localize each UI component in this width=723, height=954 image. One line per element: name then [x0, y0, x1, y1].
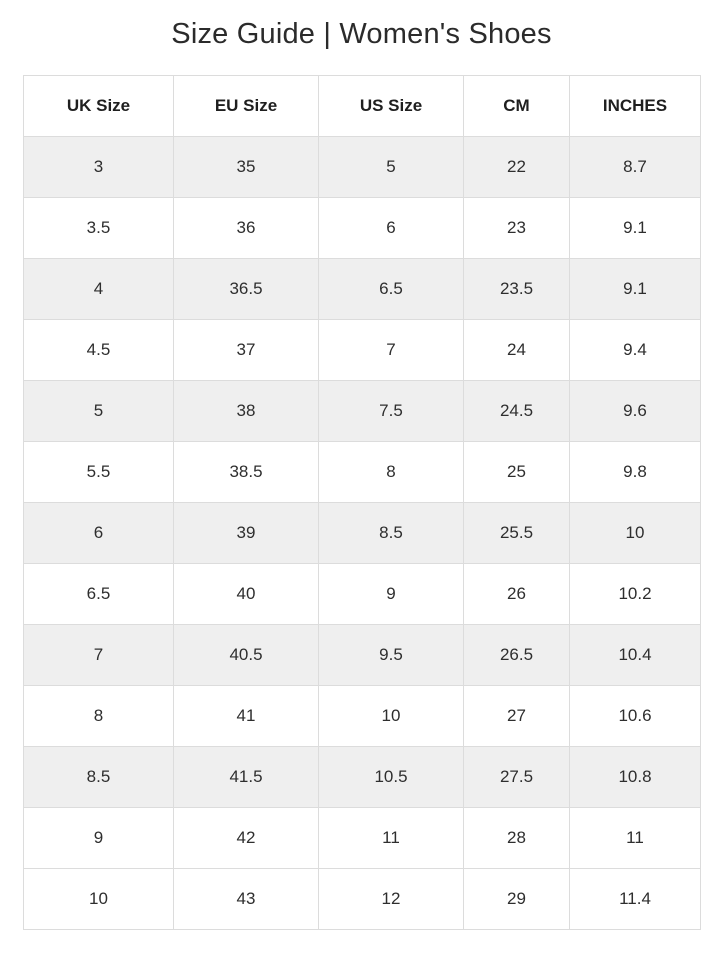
cell-cm: 27.5: [464, 746, 570, 807]
cell-cm: 27: [464, 685, 570, 746]
size-guide-table: [23, 75, 701, 930]
cell-uk-size: 8.5: [24, 746, 174, 807]
cell-cm: 25: [464, 441, 570, 502]
cell-us-size: 5: [319, 136, 464, 197]
table-row: [24, 807, 701, 868]
column-header-eu-size: EU Size: [174, 75, 319, 136]
cell-us-size: 6.5: [319, 258, 464, 319]
cell-us-size: 12: [319, 868, 464, 929]
cell-inches: 9.6: [570, 380, 701, 441]
cell-us-size: 8.5: [319, 502, 464, 563]
table-header-row: [24, 75, 701, 136]
cell-uk-size: 10: [24, 868, 174, 929]
table-row: [24, 319, 701, 380]
size-table-container: [23, 75, 700, 930]
cell-eu-size: 37: [174, 319, 319, 380]
cell-inches: 10.6: [570, 685, 701, 746]
cell-eu-size: 39: [174, 502, 319, 563]
cell-uk-size: 6.5: [24, 563, 174, 624]
page-title: Size Guide | Women's Shoes: [171, 18, 552, 50]
cell-uk-size: 4: [24, 258, 174, 319]
cell-eu-size: 38: [174, 380, 319, 441]
cell-cm: 24: [464, 319, 570, 380]
cell-cm: 23: [464, 197, 570, 258]
cell-cm: 26.5: [464, 624, 570, 685]
table-row: [24, 197, 701, 258]
cell-eu-size: 40.5: [174, 624, 319, 685]
cell-us-size: 9: [319, 563, 464, 624]
cell-uk-size: 5.5: [24, 441, 174, 502]
cell-eu-size: 43: [174, 868, 319, 929]
cell-uk-size: 3: [24, 136, 174, 197]
cell-inches: 10.8: [570, 746, 701, 807]
table-row: [24, 746, 701, 807]
cell-cm: 25.5: [464, 502, 570, 563]
table-row: [24, 380, 701, 441]
column-header-cm: CM: [464, 75, 570, 136]
cell-inches: 9.1: [570, 197, 701, 258]
cell-cm: 22: [464, 136, 570, 197]
cell-us-size: 11: [319, 807, 464, 868]
cell-cm: 29: [464, 868, 570, 929]
cell-inches: 9.8: [570, 441, 701, 502]
cell-us-size: 8: [319, 441, 464, 502]
cell-eu-size: 41.5: [174, 746, 319, 807]
cell-inches: 11.4: [570, 868, 701, 929]
cell-uk-size: 9: [24, 807, 174, 868]
table-body: [24, 136, 701, 929]
cell-us-size: 10: [319, 685, 464, 746]
cell-us-size: 6: [319, 197, 464, 258]
table-row: [24, 258, 701, 319]
cell-eu-size: 38.5: [174, 441, 319, 502]
cell-us-size: 10.5: [319, 746, 464, 807]
cell-inches: 10.4: [570, 624, 701, 685]
cell-inches: 8.7: [570, 136, 701, 197]
cell-uk-size: 5: [24, 380, 174, 441]
cell-cm: 23.5: [464, 258, 570, 319]
cell-cm: 26: [464, 563, 570, 624]
cell-inches: 10.2: [570, 563, 701, 624]
cell-inches: 9.1: [570, 258, 701, 319]
cell-inches: 10: [570, 502, 701, 563]
column-header-us-size: US Size: [319, 75, 464, 136]
table-header: [24, 75, 701, 136]
cell-eu-size: 41: [174, 685, 319, 746]
cell-eu-size: 36.5: [174, 258, 319, 319]
table-row: [24, 868, 701, 929]
cell-uk-size: 6: [24, 502, 174, 563]
cell-eu-size: 36: [174, 197, 319, 258]
table-row: [24, 563, 701, 624]
cell-inches: 11: [570, 807, 701, 868]
table-row: [24, 624, 701, 685]
cell-cm: 28: [464, 807, 570, 868]
cell-uk-size: 7: [24, 624, 174, 685]
cell-us-size: 7.5: [319, 380, 464, 441]
cell-us-size: 7: [319, 319, 464, 380]
cell-eu-size: 40: [174, 563, 319, 624]
cell-uk-size: 4.5: [24, 319, 174, 380]
cell-uk-size: 3.5: [24, 197, 174, 258]
table-row: [24, 136, 701, 197]
cell-eu-size: 42: [174, 807, 319, 868]
column-header-inches: INCHES: [570, 75, 701, 136]
cell-uk-size: 8: [24, 685, 174, 746]
table-row: [24, 441, 701, 502]
cell-inches: 9.4: [570, 319, 701, 380]
cell-eu-size: 35: [174, 136, 319, 197]
table-row: [24, 502, 701, 563]
cell-us-size: 9.5: [319, 624, 464, 685]
column-header-uk-size: UK Size: [24, 75, 174, 136]
table-row: [24, 685, 701, 746]
cell-cm: 24.5: [464, 380, 570, 441]
